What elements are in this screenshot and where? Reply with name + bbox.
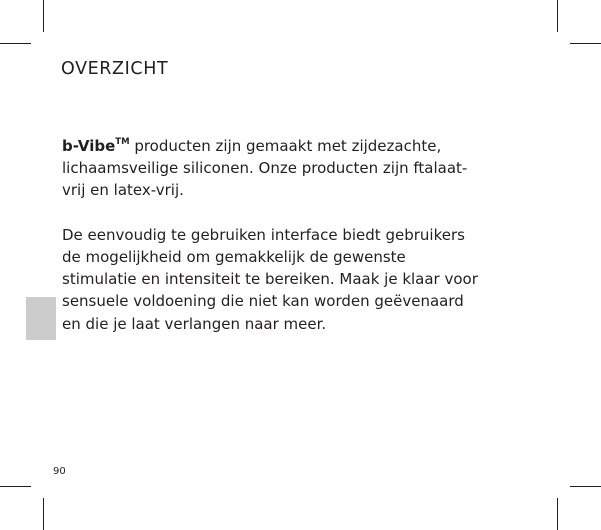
crop-mark-top-left-horizontal [0,43,31,44]
paragraph-interface-line-5: en die je laat verlangen naar meer. [62,314,327,333]
body-text [62,135,522,335]
paragraph-materials-line-3: vrij en latex-vrij. [62,181,184,200]
page-title: OVERZICHT [61,59,169,79]
paragraph-materials [62,135,522,202]
paragraph-materials-line-2: lichaamsveilige siliconen. Onze producten zijn ftalaat- [62,159,468,178]
paragraph-interface-line-1: De eenvoudig te gebruiken interface biedt gebruikers [62,225,465,244]
paragraph-materials-line-1-text: producten zijn gemaakt met zijdezachte, [134,137,442,155]
page-number: 90 [53,466,66,477]
paragraph-materials-line-1 [62,135,522,157]
paragraph-interface [62,224,522,335]
crop-mark-top-left-vertical [43,0,44,32]
section-tab-marker [26,297,56,340]
paragraph-interface-line-4: sensuele voldoening die niet kan worden geëvenaard [62,292,464,311]
brand-name-text: b-Vibe [62,137,116,155]
crop-mark-top-right-horizontal [570,43,601,44]
crop-mark-bottom-right-vertical [557,498,558,530]
brand-name [62,137,130,155]
crop-mark-bottom-left-horizontal [0,486,31,487]
paragraph-interface-line-3: stimulatie en intensiteit te bereiken. Maak je klaar voor [62,270,478,289]
crop-mark-top-right-vertical [557,0,558,32]
paragraph-interface-line-2: de mogelijkheid om gemakkelijk de gewenste [62,248,406,266]
crop-mark-bottom-right-horizontal [570,486,601,487]
crop-mark-bottom-left-vertical [43,498,44,530]
trademark-mark: TM [115,137,130,147]
